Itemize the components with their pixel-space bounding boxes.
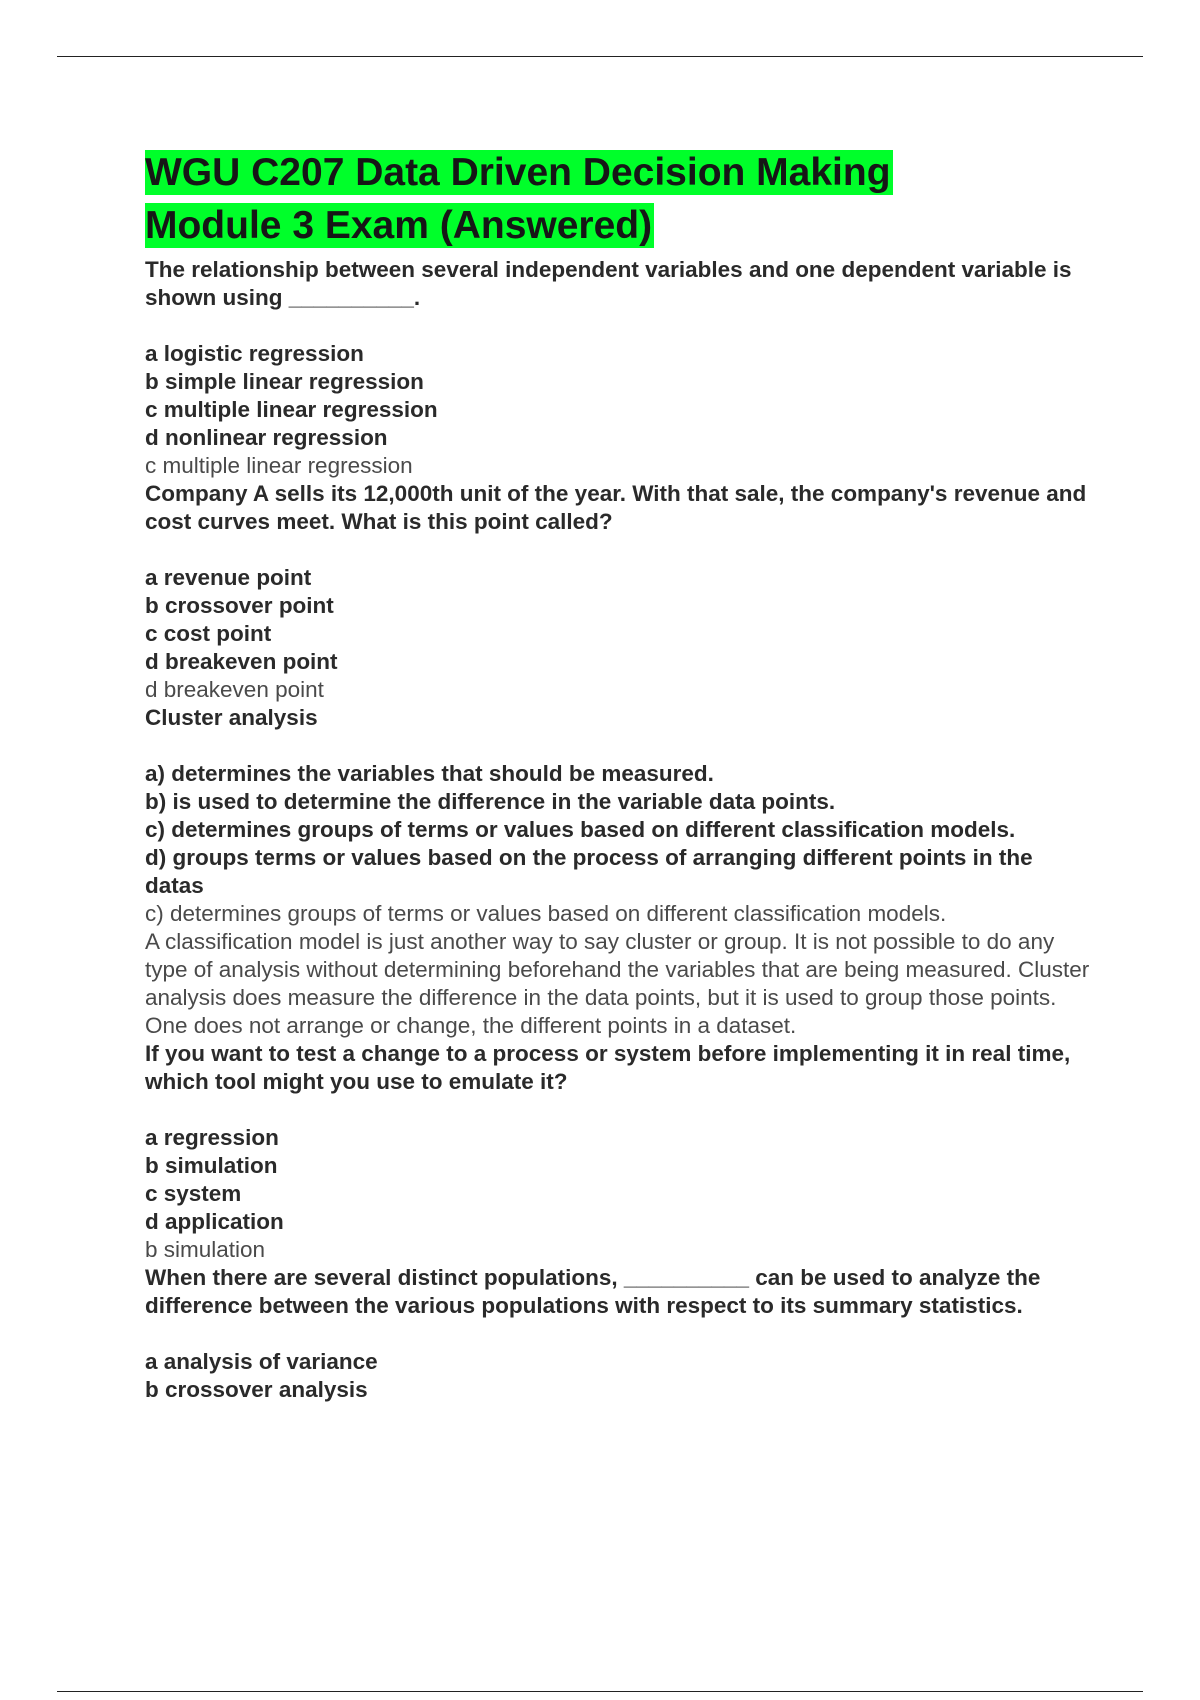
- correct-answer: c multiple linear regression: [145, 453, 413, 478]
- question-block: [145, 256, 1090, 480]
- answer-option: b crossover point: [145, 593, 334, 618]
- header-rule: [57, 56, 1143, 57]
- question-block: [145, 480, 1090, 704]
- correct-answer: d breakeven point: [145, 677, 324, 702]
- answer-option: a) determines the variables that should be measured.: [145, 761, 714, 786]
- answer-option: d breakeven point: [145, 649, 338, 674]
- answer-option: d) groups terms or values based on the process of arranging different points in the datas: [145, 845, 1033, 898]
- question-text: If you want to test a change to a process or system before implementing it in real time, which tool might you use to emulate it?: [145, 1041, 1071, 1094]
- answer-option: b simple linear regression: [145, 369, 424, 394]
- answer-option: c system: [145, 1181, 242, 1206]
- answer-option: b simulation: [145, 1153, 278, 1178]
- title-line-1: WGU C207 Data Driven Decision Making: [145, 151, 891, 194]
- correct-answer: b simulation: [145, 1237, 266, 1262]
- question-text: The relationship between several independent variables and one dependent variable is shown using __________.: [145, 257, 1072, 310]
- question-text: Company A sells its 12,000th unit of the year. With that sale, the company's revenue and cost curves meet. What is this point called?: [145, 481, 1087, 534]
- answer-option: a logistic regression: [145, 341, 364, 366]
- answer-option: a regression: [145, 1125, 279, 1150]
- footer-rule: [57, 1691, 1143, 1692]
- question-text: Cluster analysis: [145, 705, 318, 730]
- question-block: [145, 704, 1090, 1040]
- question-text: When there are several distinct populations, __________ can be used to analyze the difference between the various populations with respect to its summary statistics.: [145, 1265, 1041, 1318]
- answer-option: b crossover analysis: [145, 1377, 368, 1402]
- answer-explanation: A classification model is just another way to say cluster or group. It is not possible to do any type of analysis without determining beforehand the variables that are being measured. Cluster analysis does measure the difference in the data points, but it is used to group those points. One does not arrange or change, the different points in a dataset.: [145, 929, 1090, 1038]
- answer-option: d application: [145, 1209, 284, 1234]
- answer-option: a analysis of variance: [145, 1349, 378, 1374]
- document-body: [145, 146, 1090, 1404]
- answer-option: c multiple linear regression: [145, 397, 438, 422]
- answer-option: c) determines groups of terms or values based on different classification models.: [145, 817, 1016, 842]
- answer-option: c cost point: [145, 621, 272, 646]
- question-block: [145, 1264, 1090, 1404]
- answer-option: b) is used to determine the difference in the variable data points.: [145, 789, 836, 814]
- answer-option: a revenue point: [145, 565, 312, 590]
- title-line-2: Module 3 Exam (Answered): [145, 204, 653, 247]
- answer-option: d nonlinear regression: [145, 425, 388, 450]
- question-block: [145, 1040, 1090, 1264]
- page-title: [145, 146, 1090, 252]
- correct-answer: c) determines groups of terms or values based on different classification models.: [145, 901, 947, 926]
